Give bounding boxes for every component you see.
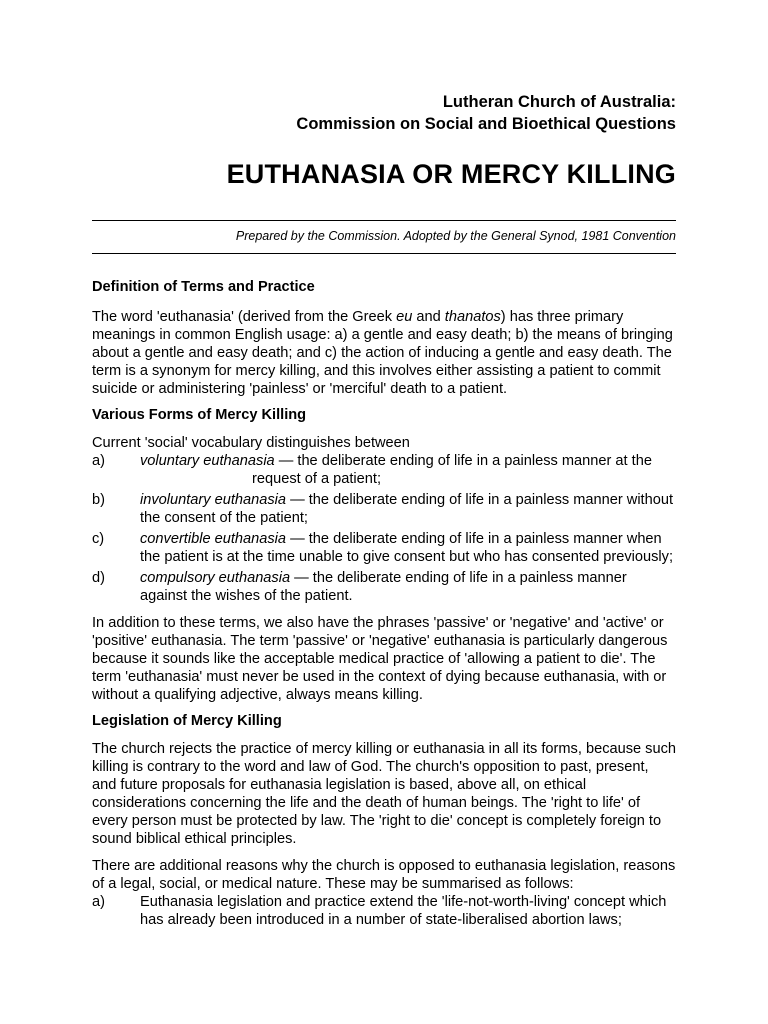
forms-paragraph: In addition to these terms, we also have the phrases 'passive' or 'negative' and 'active' or 'positive' euthanasia. The term 'passive' or 'negative' euthanasia is particularly dangerous because it sounds like the acceptable medical practice of 'allowing a patient to die'. The term 'euthanasia' must never be used in the context of dying because euthanasia, with or without a qualifying adjective, always means killing.	[92, 615, 668, 703]
list-label: b)	[92, 492, 105, 508]
legislation-paragraph-1: The church rejects the practice of mercy killing or euthanasia in all its forms, because such killing is contrary to the word and law of God. The church's opposition to past, present, and future proposals for euthanasia legislation is based, above all, on ethical considerations concerning the life and the death of human beings. The 'right to life' of every person must be protected by law. The 'right to die' concept is completely foreign to sound biblical ethical principles.	[92, 741, 677, 847]
prepared-note: Prepared by the Commission. Adopted by the General Synod, 1981 Convention	[235, 229, 676, 243]
greek-term-eu: eu	[396, 309, 413, 325]
text-run: request of a patient;	[252, 471, 381, 487]
text-run: — the deliberate ending of life in a painless manner without the consent of the patient;	[140, 492, 674, 526]
text-run: — the deliberate ending of life in a painless manner at the	[274, 453, 652, 469]
section-heading-forms: Various Forms of Mercy Killing	[92, 407, 307, 423]
list-text	[140, 530, 676, 566]
list-item	[92, 569, 676, 605]
document-title: EUTHANASIA OR MERCY KILLING	[226, 159, 676, 189]
text-run: and	[412, 309, 445, 325]
document-body	[92, 278, 676, 932]
list-item	[92, 893, 676, 929]
list-label: a)	[92, 453, 105, 469]
text-run: The word 'euthanasia' (derived from the Greek	[92, 309, 397, 325]
text-run: — the deliberate ending of life in a painless manner when the patient is at the time unable to give consent but who has consented previously;	[140, 531, 674, 565]
list-item	[92, 491, 676, 527]
list-text	[140, 452, 676, 488]
term: convertible euthanasia	[140, 531, 287, 547]
top-divider	[92, 220, 676, 221]
greek-term-thanatos: thanatos	[444, 309, 501, 325]
term: voluntary euthanasia	[140, 453, 275, 469]
section-heading-definition: Definition of Terms and Practice	[92, 279, 315, 295]
definition-paragraph	[92, 308, 676, 398]
commission-name: Commission on Social and Bioethical Questions	[296, 115, 676, 133]
list-text: Euthanasia legislation and practice extend the 'life-not-worth-living' concept which has already been introduced in a number of state-liberalised abortion laws;	[140, 894, 667, 928]
term: involuntary euthanasia	[140, 492, 287, 508]
list-label: d)	[92, 570, 105, 586]
organization-name: Lutheran Church of Australia:	[442, 93, 676, 111]
text-run: ) has three primary meanings in common English usage: a) a gentle and easy death; b) the means of bringing about a gentle and easy death; and c) the action of inducing a gentle and easy death. The term is a synonym for mercy killing, and this involves either assisting a patient to commit suicide or administering 'painless' or 'merciful' death to a patient.	[92, 309, 673, 397]
list-label: c)	[92, 531, 105, 547]
list-text	[140, 491, 676, 527]
section-heading-legislation: Legislation of Mercy Killing	[92, 713, 282, 729]
list-text	[140, 569, 676, 605]
bottom-divider	[92, 253, 676, 254]
forms-intro: Current 'social' vocabulary distinguishes between	[92, 435, 410, 451]
term: compulsory euthanasia	[140, 570, 291, 586]
list-item	[92, 530, 676, 566]
legislation-paragraph-2: There are additional reasons why the church is opposed to euthanasia legislation, reasons of a legal, social, or medical nature. These may be summarised as follows:	[92, 858, 676, 892]
text-run: — the deliberate ending of life in a painless manner against the wishes of the patient.	[140, 570, 627, 604]
list-label: a)	[92, 894, 105, 910]
list-item	[92, 452, 676, 488]
